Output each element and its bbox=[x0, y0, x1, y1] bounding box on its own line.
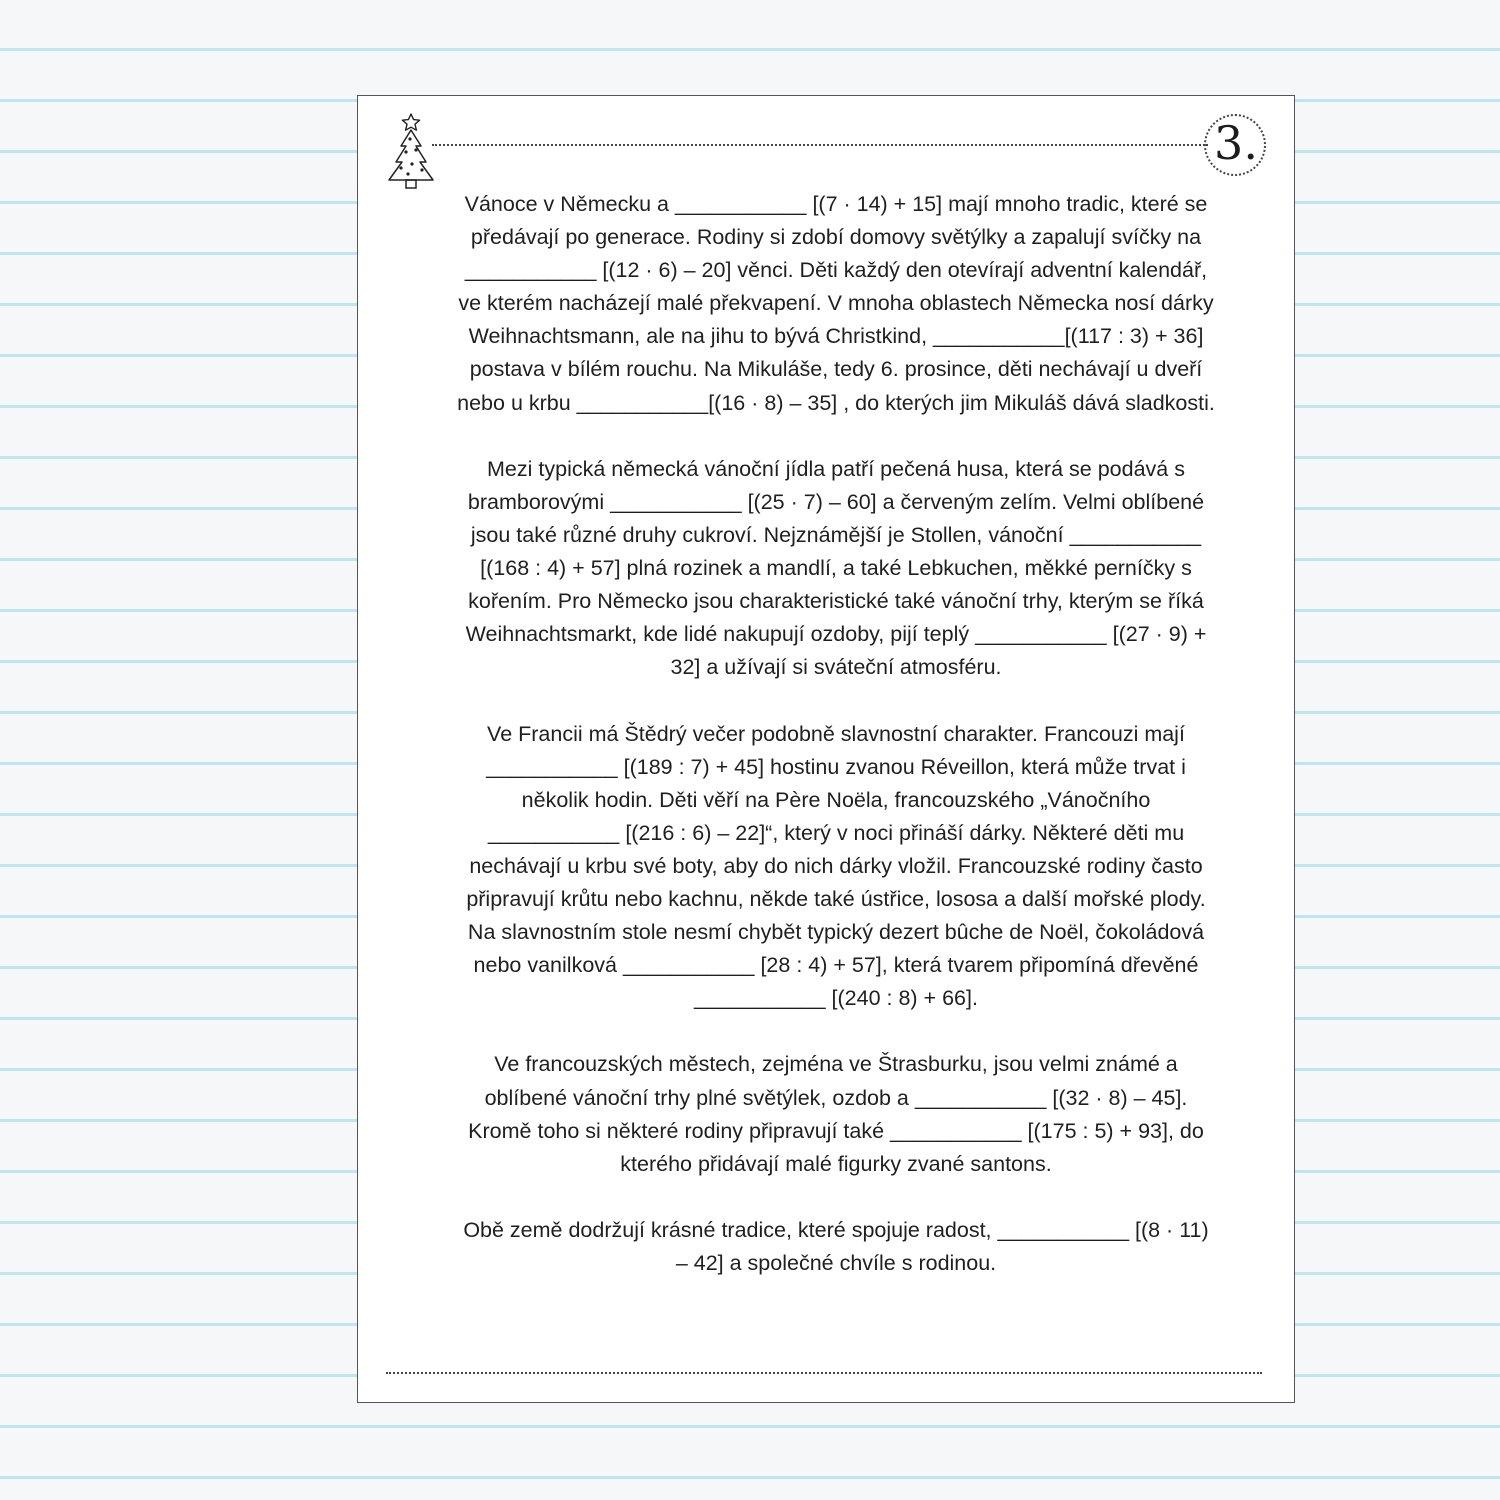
text-line: připravují krůtu nebo kachnu, někde také ústřice, lososa a další mořské plody. bbox=[466, 886, 1206, 911]
text-line: kořením. Pro Německo jsou charakteristické také vánoční trhy, kterým se říká bbox=[468, 589, 1204, 614]
text-line: ___________ [(240 : 8) + 66]. bbox=[694, 986, 978, 1011]
text-line: Mezi typická německá vánoční jídla patří pečená husa, která se podává s bbox=[487, 456, 1185, 481]
text-line: Ve francouzských městech, zejména ve Štrasburku, jsou velmi známé a bbox=[494, 1052, 1178, 1077]
paragraph-france-traditions bbox=[426, 718, 1246, 1016]
text-line: Obě země dodržují krásné tradice, které spojuje radost, ___________ [(8 · 11) bbox=[463, 1217, 1209, 1242]
paragraph-france-markets bbox=[426, 1048, 1246, 1180]
text-line: 32] a užívají si sváteční atmosféru. bbox=[670, 655, 1002, 680]
exercise-text bbox=[426, 188, 1246, 1313]
top-dotted-divider bbox=[432, 144, 1208, 146]
text-line: [(168 : 4) + 57] plná rozinek a mandlí, a také Lebkuchen, měkké perníčky s bbox=[480, 556, 1192, 581]
page-number-badge bbox=[1204, 114, 1266, 176]
paragraph-conclusion bbox=[426, 1214, 1246, 1280]
paragraph-germany-traditions bbox=[426, 188, 1246, 420]
text-line: bramborovými ___________ [(25 · 7) – 60] a červeným zelím. Velmi oblíbené bbox=[467, 489, 1205, 514]
text-line: ___________ [(189 : 7) + 45] hostinu zvanou Réveillon, která může trvat i bbox=[486, 754, 1186, 779]
text-line: oblíbené vánoční trhy plné světýlek, ozdob a ___________ [(32 · 8) – 45]. bbox=[484, 1085, 1188, 1110]
text-line: Weihnachtsmann, ale na jihu to bývá Christkind, ___________[(117 : 3) + 36] bbox=[468, 324, 1204, 349]
text-line: postava v bílém rouchu. Na Mikuláše, tedy 6. prosince, děti nechávají u dveří bbox=[469, 357, 1203, 382]
bottom-dotted-divider bbox=[386, 1372, 1262, 1374]
page-number: 3. bbox=[1214, 116, 1258, 170]
paragraph-germany-food bbox=[426, 453, 1246, 685]
text-line: – 42] a společné chvíle s rodinou. bbox=[675, 1251, 997, 1275]
text-line: ___________ [(12 · 6) – 20] věnci. Děti každý den otevírají adventní kalendář, bbox=[464, 258, 1208, 283]
text-line: Na slavnostním stole nesmí chybět typický dezert bûche de Noël, čokoládová bbox=[467, 920, 1205, 945]
text-line: několik hodin. Děti věří na Père Noëla, francouzského „Vánočního bbox=[521, 787, 1151, 812]
text-line: nechávají u krbu své boty, aby do nich dárky vložil. Francouzské rodiny často bbox=[469, 853, 1203, 878]
text-line: nebo u krbu ___________[(16 · 8) – 35] , do kterých jim Mikuláš dává sladkosti. bbox=[457, 390, 1215, 415]
text-line: Weihnachtsmarkt, kde lidé nakupují ozdoby, pijí teplý ___________ [(27 · 9) + bbox=[465, 622, 1207, 647]
text-line: Kromě toho si některé rodiny připravují také ___________ [(175 : 5) + 93], do bbox=[468, 1118, 1204, 1143]
text-line: Vánoce v Německu a ___________ [(7 · 14) + 15] mají mnoho tradic, které se bbox=[464, 192, 1208, 216]
text-line: ___________ [(216 : 6) – 22]“, který v noci přináší dárky. Některé děti mu bbox=[487, 820, 1185, 845]
text-line: Ve Francii má Štědrý večer podobně slavnostní charakter. Francouzi mají bbox=[487, 721, 1185, 746]
text-line: kterého přidávají malé figurky zvané santons. bbox=[620, 1151, 1052, 1176]
text-line: ve kterém nacházejí malé překvapení. V mnoha oblastech Německa nosí dárky bbox=[458, 291, 1214, 316]
text-line: předávají po generace. Rodiny si zdobí domovy světýlky a zapalují svíčky na bbox=[470, 225, 1202, 250]
worksheet-page bbox=[357, 95, 1295, 1403]
text-line: jsou také různé druhy cukroví. Nejznámější je Stollen, vánoční ___________ bbox=[470, 522, 1202, 547]
christmas-tree-icon bbox=[386, 112, 436, 190]
text-line: nebo vanilková ___________ [28 : 4) + 57], která tvarem připomíná dřevěné bbox=[473, 953, 1199, 978]
